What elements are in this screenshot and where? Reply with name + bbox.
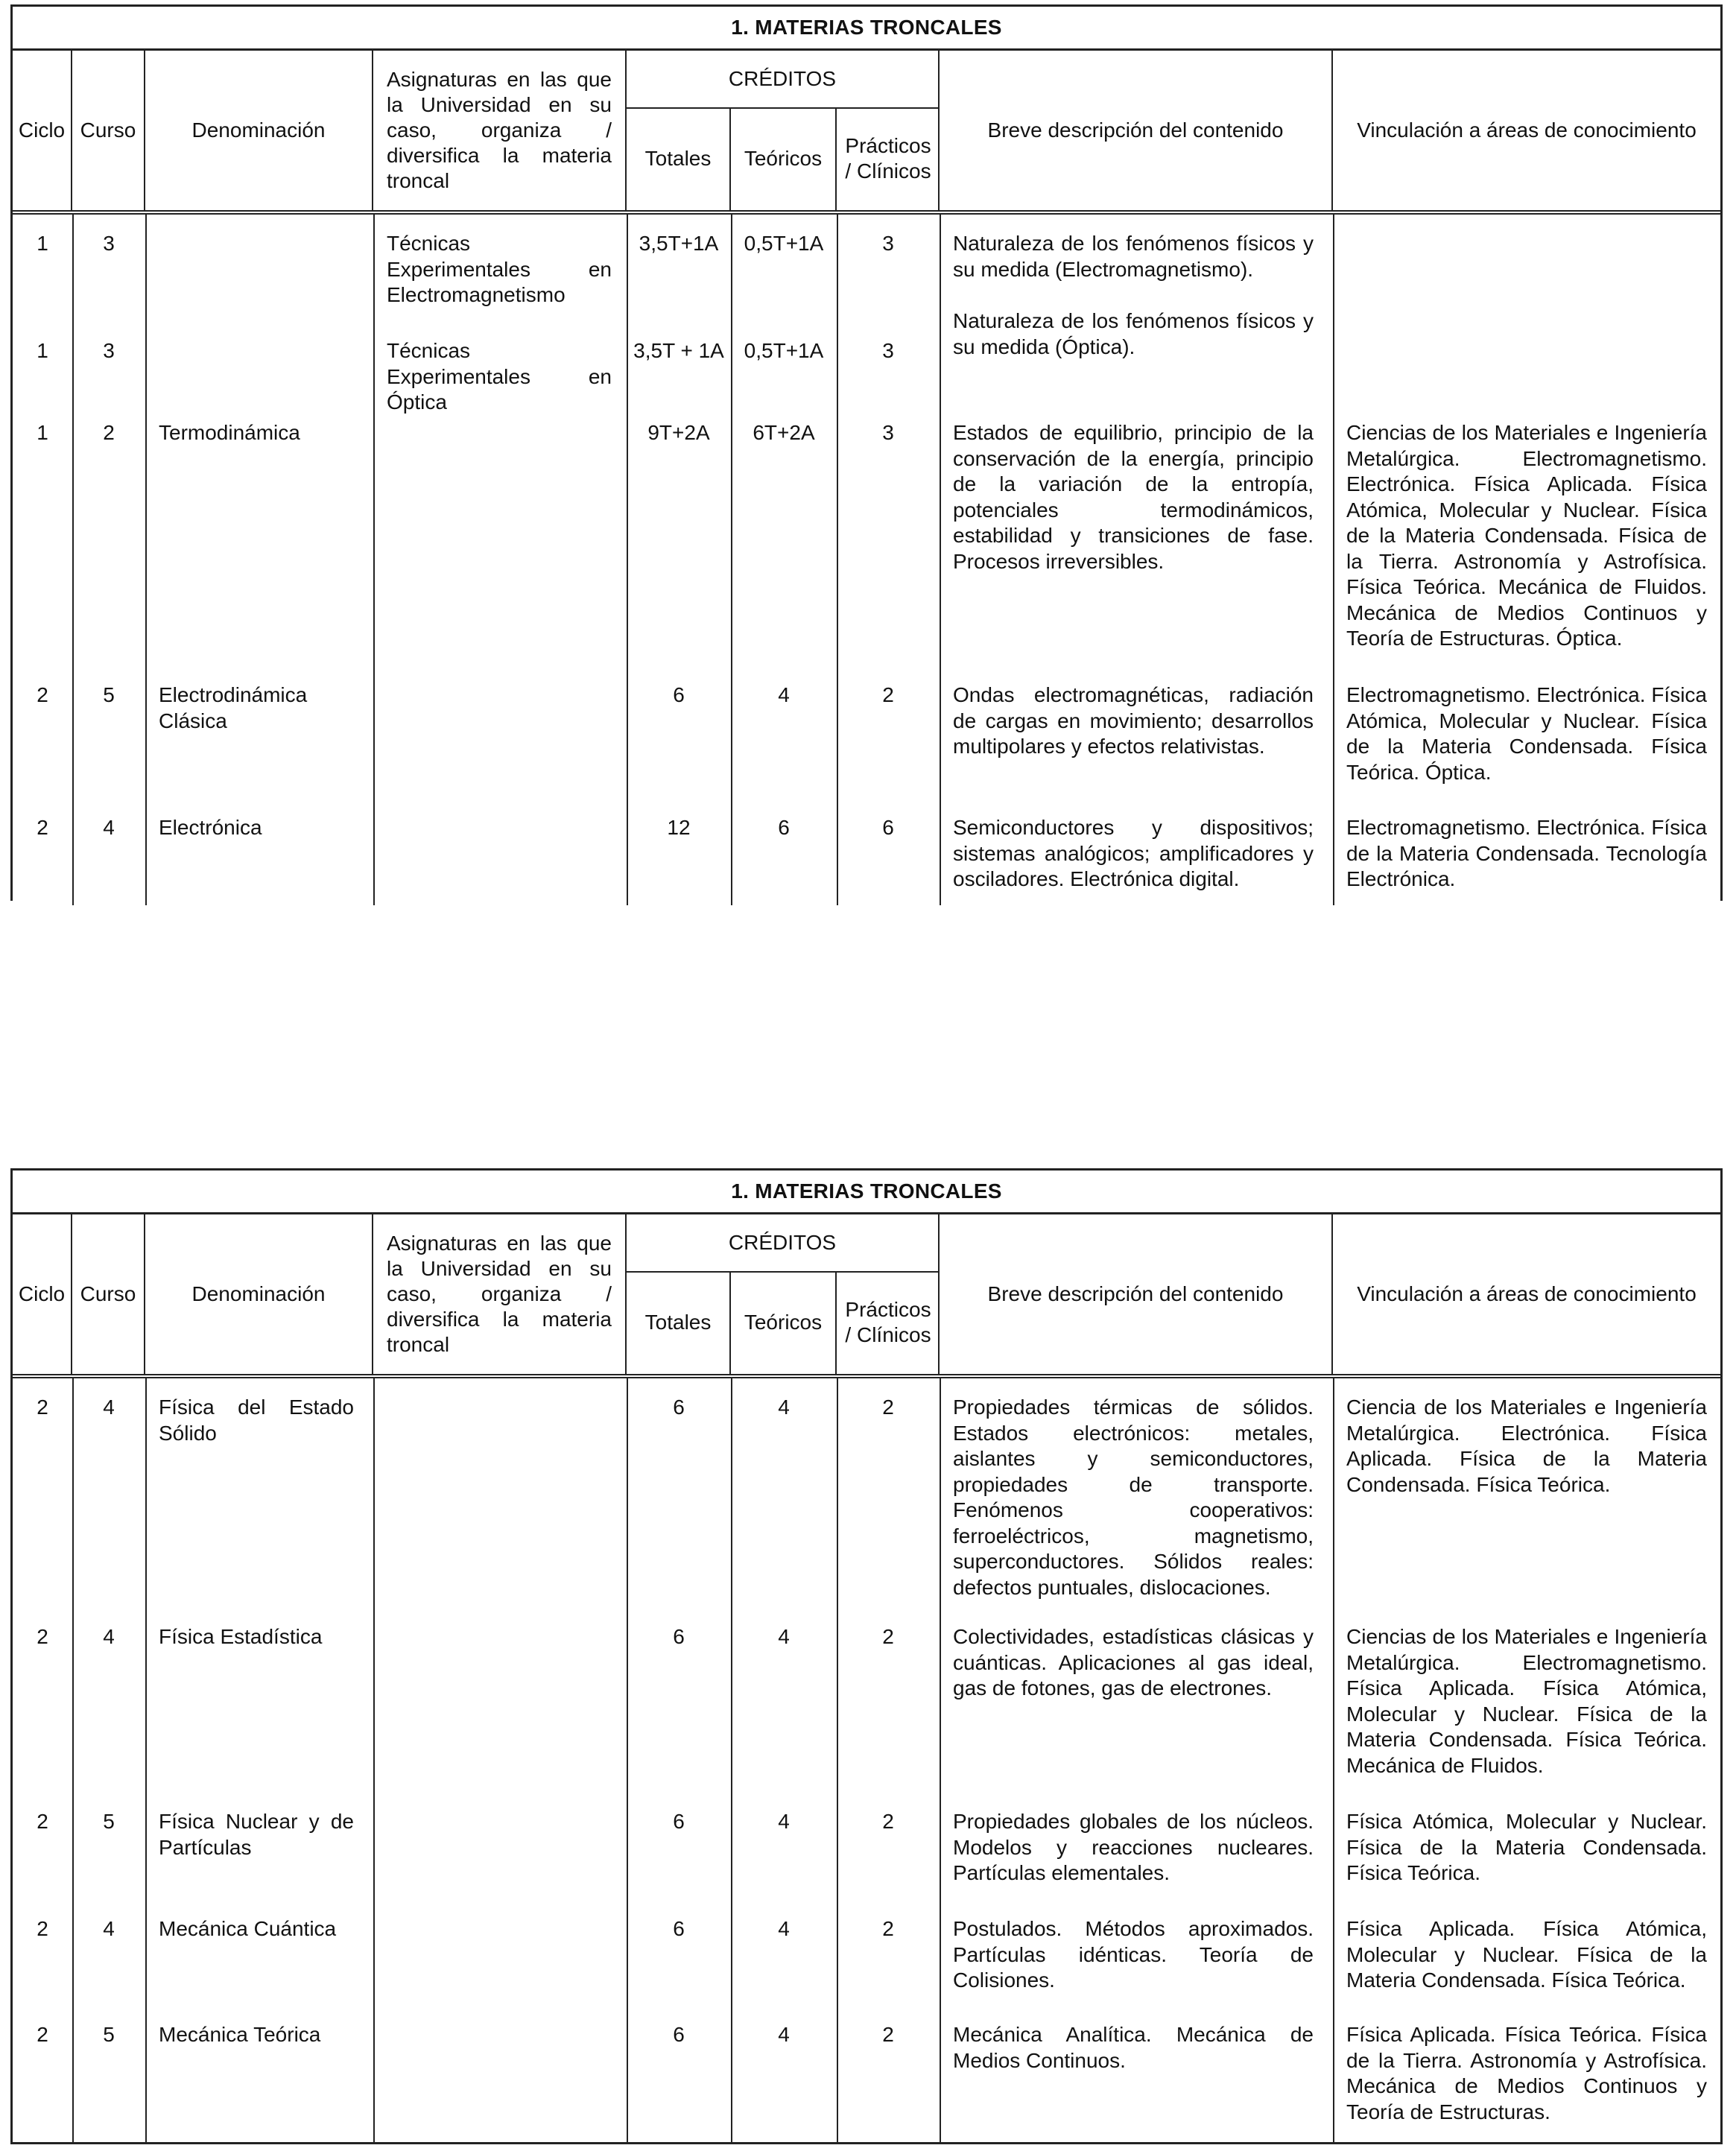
- cell-teoricos: 0,5T+1A: [744, 339, 824, 362]
- cell-ciclo: 2: [37, 1810, 48, 1833]
- cell-teoricos: 4: [778, 2023, 790, 2046]
- cell-ciclo: 2: [37, 1396, 48, 1419]
- header-teoricos: Teóricos: [744, 1311, 823, 1334]
- cell-practicos: 2: [882, 1625, 894, 1648]
- header-creditos-group: [627, 1214, 940, 1374]
- cell-practicos: 2: [882, 1810, 894, 1833]
- table-body: [13, 215, 1720, 905]
- cell-totales: 6: [673, 1396, 685, 1419]
- cell-descripcion: Postulados. Métodos aproximados. Partículas idénticas. Teoría de Colisiones.: [953, 1917, 1314, 1992]
- header-teoricos: Teóricos: [744, 147, 823, 170]
- cell-curso: 2: [103, 421, 115, 444]
- cell-practicos: 2: [882, 2023, 894, 2046]
- cell-curso: 5: [103, 2023, 115, 2046]
- header-curso: Curso: [80, 1282, 136, 1305]
- cell-curso: 3: [103, 339, 115, 362]
- header-practicos: Prácticos / Clínicos: [845, 134, 931, 183]
- cell-descripcion: Ondas electromagnéticas, radiación de cargas en movimiento; desarrollos multipolares y efectos relativistas.: [953, 683, 1314, 758]
- cell-curso: 5: [103, 1810, 115, 1833]
- header-descripcion: Breve descripción del contenido: [987, 118, 1284, 142]
- cell-totales: 6: [673, 1917, 685, 1940]
- cell-ciclo: 2: [37, 1625, 48, 1648]
- cell-denominacion: Electrodinámica Clásica: [159, 683, 308, 732]
- cell-denominacion: Termodinámica: [159, 421, 300, 444]
- header-descripcion: Breve descripción del contenido: [987, 1282, 1284, 1305]
- cell-descripcion: Colectividades, estadísticas clásicas y cuánticas. Aplicaciones al gas ideal, gas de fotones, gas de electrones.: [953, 1625, 1314, 1700]
- cell-totales: 6: [673, 683, 685, 706]
- table-header: [13, 1214, 1720, 1378]
- table-header: [13, 51, 1720, 215]
- header-denominacion: Denominación: [191, 1282, 326, 1305]
- cell-teoricos: 6: [778, 816, 790, 839]
- header-creditos-group: [627, 51, 940, 210]
- cell-curso: 4: [103, 816, 115, 839]
- table-body: [13, 1378, 1720, 2144]
- cell-descripcion: Semiconductores y dispositivos; sistemas analógicos; amplificadores y osciladores. Electrónica digital.: [953, 816, 1314, 890]
- cell-totales: 3,5T+1A: [639, 232, 719, 255]
- cell-totales: 12: [667, 816, 691, 839]
- cell-vinculacion: Electromagnetismo. Electrónica. Física de la Materia Condensada. Tecnología Electrónica.: [1346, 816, 1707, 890]
- header-asignaturas: Asignaturas en las que la Universidad en su caso, organiza / diversifica la materia troncal: [387, 1232, 612, 1356]
- cell-vinculacion: Física Aplicada. Física Teórica. Física de la Tierra. Astronomía y Astrofísica. Mecánica de Medios Continuos y Teoría de Estructuras.: [1346, 2023, 1707, 2123]
- cell-practicos: 6: [882, 816, 894, 839]
- header-ciclo: Ciclo: [18, 118, 66, 142]
- cell-descripcion: Estados de equilibrio, principio de la conservación de la energía, principio de la variación de la entropía, potenciales termodinámicos, estabilidad y transiciones de fase. Procesos irreversibles.: [953, 421, 1314, 573]
- cell-vinculacion: Física Atómica, Molecular y Nuclear. Física de la Materia Condensada. Física Teórica.: [1346, 1810, 1707, 1884]
- cell-practicos: 2: [882, 1396, 894, 1419]
- cell-ciclo: 2: [37, 683, 48, 706]
- cell-ciclo: 1: [37, 421, 48, 444]
- cell-totales: 6: [673, 1810, 685, 1833]
- cell-asignatura: Técnicas Experimentales en Electromagnetismo: [387, 232, 612, 306]
- table-title: 1. MATERIAS TRONCALES: [13, 1171, 1720, 1214]
- table-title: 1. MATERIAS TRONCALES: [13, 7, 1720, 51]
- cell-teoricos: 4: [778, 1810, 790, 1833]
- cell-descripcion: Naturaleza de los fenómenos físicos y su medida (Electromagnetismo).: [953, 232, 1314, 281]
- cell-ciclo: 1: [37, 232, 48, 255]
- header-vinculacion: Vinculación a áreas de conocimiento: [1357, 1282, 1697, 1305]
- cell-practicos: 2: [882, 683, 894, 706]
- cell-vinculacion: Electromagnetismo. Electrónica. Física Atómica, Molecular y Nuclear. Física de la Materia Condensada. Física Teórica. Óptica.: [1346, 683, 1707, 784]
- header-ciclo: Ciclo: [18, 1282, 66, 1305]
- cell-teoricos: 4: [778, 1625, 790, 1648]
- header-creditos: CRÉDITOS: [627, 1214, 938, 1273]
- cell-denominacion: Física Estadística: [159, 1625, 323, 1648]
- header-totales: Totales: [644, 1311, 712, 1334]
- cell-vinculacion: Ciencias de los Materiales e Ingeniería Metalúrgica. Electromagnetismo. Física Aplicada. Física Atómica, Molecular y Nuclear. Física de la Materia Condensada. Física Teórica. Mecánica de Fluidos.: [1346, 1625, 1707, 1777]
- cell-ciclo: 2: [37, 1917, 48, 1940]
- cell-teoricos: 0,5T+1A: [744, 232, 824, 255]
- cell-teoricos: 4: [778, 1396, 790, 1419]
- cell-vinculacion: Ciencia de los Materiales e Ingeniería Metalúrgica. Electrónica. Física Aplicada. Física de la Materia Condensada. Física Teórica.: [1346, 1396, 1707, 1496]
- cell-teoricos: 4: [778, 1917, 790, 1940]
- materias-troncales-table-2: [10, 1168, 1723, 2144]
- cell-practicos: 3: [882, 232, 894, 255]
- cell-teoricos: 4: [778, 683, 790, 706]
- cell-denominacion: Física del Estado Sólido: [159, 1396, 354, 1445]
- cell-descripcion: Propiedades globales de los núcleos. Modelos y reacciones nucleares. Partículas elementales.: [953, 1810, 1314, 1884]
- cell-totales: 6: [673, 2023, 685, 2046]
- cell-curso: 4: [103, 1625, 115, 1648]
- cell-practicos: 3: [882, 421, 894, 444]
- header-vinculacion: Vinculación a áreas de conocimiento: [1357, 118, 1697, 142]
- cell-practicos: 2: [882, 1917, 894, 1940]
- cell-denominacion: Mecánica Teórica: [159, 2023, 321, 2046]
- cell-descripcion: Propiedades térmicas de sólidos. Estados electrónicos: metales, aislantes y semiconductores, propiedades de transporte. Fenómenos cooperativos: ferroeléctricos, magnetismo, superconductores. Sólidos reales: defectos puntuales, dislocaciones.: [953, 1396, 1314, 1599]
- cell-curso: 4: [103, 1917, 115, 1940]
- cell-curso: 3: [103, 232, 115, 255]
- cell-ciclo: 2: [37, 2023, 48, 2046]
- cell-practicos: 3: [882, 339, 894, 362]
- cell-denominacion: Mecánica Cuántica: [159, 1917, 337, 1940]
- cell-totales: 3,5T + 1A: [633, 339, 724, 362]
- header-asignaturas: Asignaturas en las que la Universidad en su caso, organiza / diversifica la materia troncal: [387, 68, 612, 192]
- header-creditos: CRÉDITOS: [627, 51, 938, 109]
- cell-vinculacion: Ciencias de los Materiales e Ingeniería Metalúrgica. Electromagnetismo. Electrónica. Física Aplicada. Física Atómica, Molecular y Nuclear. Física de la Materia Condensada. Física de la Tierra. Astronomía y Astrofísica. Física Teórica. Mecánica de Fluidos. Mecánica de Medios Continuos y Teoría de Estructuras. Óptica.: [1346, 421, 1707, 650]
- cell-denominacion: Electrónica: [159, 816, 262, 839]
- cell-totales: 9T+2A: [647, 421, 710, 444]
- cell-curso: 5: [103, 683, 115, 706]
- header-practicos: Prácticos / Clínicos: [845, 1298, 931, 1346]
- header-totales: Totales: [644, 147, 712, 170]
- cell-teoricos: 6T+2A: [753, 421, 815, 444]
- cell-totales: 6: [673, 1625, 685, 1648]
- materias-troncales-table-1: [10, 4, 1723, 901]
- cell-vinculacion: Física Aplicada. Física Atómica, Molecular y Nuclear. Física de la Materia Condensada. Física Teórica.: [1346, 1917, 1707, 1992]
- cell-asignatura: Técnicas Experimentales en Óptica: [387, 339, 612, 414]
- header-curso: Curso: [80, 118, 136, 142]
- cell-ciclo: 2: [37, 816, 48, 839]
- cell-denominacion: Física Nuclear y de Partículas: [159, 1810, 354, 1859]
- cell-descripcion: Naturaleza de los fenómenos físicos y su medida (Óptica).: [953, 309, 1314, 358]
- cell-descripcion: Mecánica Analítica. Mecánica de Medios Continuos.: [953, 2023, 1314, 2072]
- cell-curso: 4: [103, 1396, 115, 1419]
- header-denominacion: Denominación: [191, 118, 326, 142]
- cell-ciclo: 1: [37, 339, 48, 362]
